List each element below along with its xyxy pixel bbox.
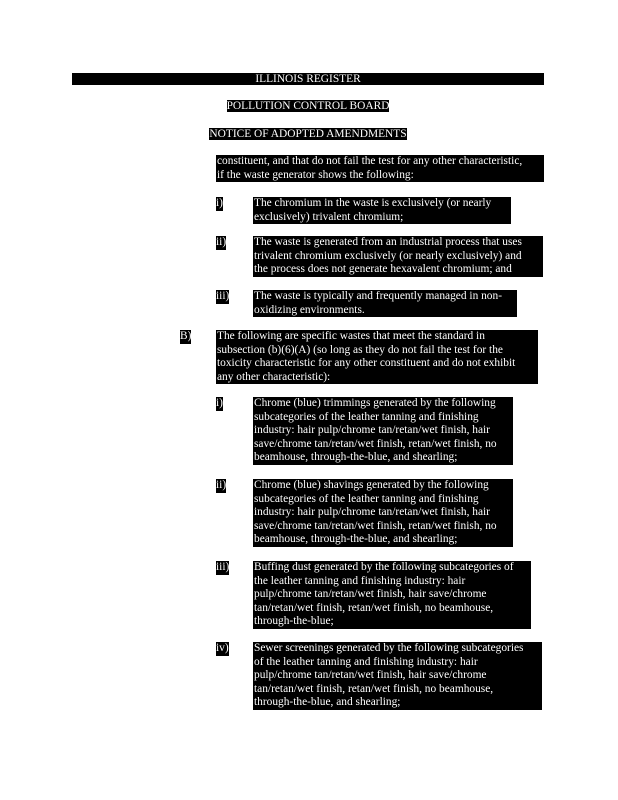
text-line: trivalent chromium exclusively (or nearly exclusively) and xyxy=(254,249,522,262)
text-line: The waste is typically and frequently managed in non- xyxy=(254,290,502,302)
text-line: save/chrome tan/retan/wet finish, retan/wet finish, no xyxy=(254,437,497,450)
text-line: The chromium in the waste is exclusively (or nearly xyxy=(254,197,492,209)
list-b-label-iii: iii) xyxy=(216,561,230,573)
text-line: oxidizing environments. xyxy=(254,303,365,316)
register-title xyxy=(72,73,544,85)
text-line: the leather tanning and finishing industry: hair xyxy=(254,574,466,587)
list-b-label-i: i) xyxy=(216,397,223,409)
list-b-label-iv: iv) xyxy=(216,642,229,654)
text-line: Buffing dust generated by the following subcategories of xyxy=(254,561,514,573)
notice-title-text: NOTICE OF ADOPTED AMENDMENTS xyxy=(209,128,407,140)
board-title-text: POLLUTION CONTROL BOARD xyxy=(226,100,390,112)
intro-paragraph xyxy=(216,155,544,182)
list-a-item-iii xyxy=(253,290,517,317)
text-line: any other characteristic): xyxy=(217,370,331,383)
text-line: The following are specific wastes that meet the standard in xyxy=(217,330,485,342)
list-b-item-i xyxy=(253,397,513,465)
section-b-paragraph xyxy=(216,330,538,384)
text-line: of the leather tanning and finishing industry: hair xyxy=(254,655,478,668)
text-line: subcategories of the leather tanning and finishing xyxy=(254,410,479,423)
list-a-label-ii: ii) xyxy=(216,236,227,248)
text-line: tan/retan/wet finish, retan/wet finish, no beamhouse, xyxy=(254,682,494,695)
list-b-item-iv xyxy=(253,642,542,710)
text-line: tan/retan/wet finish, retan/wet finish, no beamhouse, xyxy=(254,601,494,614)
text-line: through-the-blue, and shearling; xyxy=(254,696,401,709)
list-a-label-i: i) xyxy=(216,197,223,209)
text-line: through-the-blue; xyxy=(254,615,334,628)
notice-title xyxy=(72,128,544,140)
text-line: industry: hair pulp/chrome tan/retan/wet finish, hair xyxy=(254,424,490,437)
board-title xyxy=(72,100,544,112)
list-a-label-iii: iii) xyxy=(216,290,230,302)
list-a-item-i xyxy=(253,197,511,224)
list-a-item-ii xyxy=(253,236,543,277)
text-line: Sewer screenings generated by the following subcategories xyxy=(254,642,524,654)
text-line: pulp/chrome tan/retan/wet finish, hair save/chrome xyxy=(254,588,487,601)
text-line: beamhouse, through-the-blue, and shearling; xyxy=(254,533,458,546)
text-line: toxicity characteristic for any other constituent and do not exhibit xyxy=(217,357,516,370)
text-line: The waste is generated from an industrial process that uses xyxy=(254,236,522,248)
text-line: Chrome (blue) trimmings generated by the following xyxy=(254,397,496,409)
text-line: if the waste generator shows the following: xyxy=(217,168,414,181)
register-title-text: ILLINOIS REGISTER xyxy=(255,73,361,85)
text-line: subcategories of the leather tanning and finishing xyxy=(254,492,479,505)
text-line: Chrome (blue) shavings generated by the following xyxy=(254,479,489,491)
list-b-item-iii xyxy=(253,561,531,629)
text-line: constituent, and that do not fail the test for any other characteristic, xyxy=(217,155,523,167)
text-line: pulp/chrome tan/retan/wet finish, hair save/chrome xyxy=(254,669,487,682)
text-line: exclusively) trivalent chromium; xyxy=(254,210,404,223)
list-b-item-ii xyxy=(253,479,513,547)
section-b-label: B) xyxy=(180,330,192,342)
text-line: subsection (b)(6)(A) (so long as they do not fail the test for the xyxy=(217,343,503,356)
list-b-label-ii: ii) xyxy=(216,479,227,491)
text-line: industry: hair pulp/chrome tan/retan/wet finish, hair xyxy=(254,506,490,519)
text-line: the process does not generate hexavalent chromium; and xyxy=(254,263,512,276)
text-line: beamhouse, through-the-blue, and shearling; xyxy=(254,451,458,464)
text-line: save/chrome tan/retan/wet finish, retan/wet finish, no xyxy=(254,519,497,532)
